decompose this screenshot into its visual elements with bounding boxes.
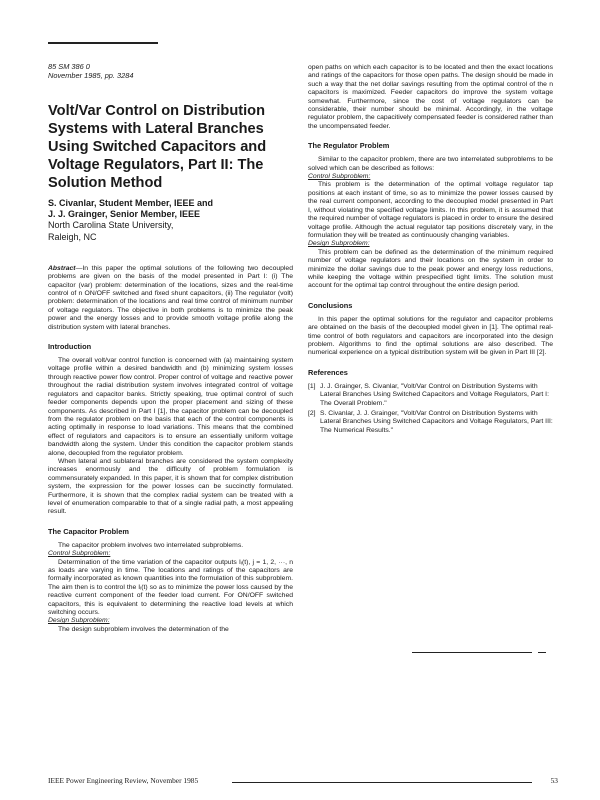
reference-text: J. J. Grainger, S. Civanlar, "Volt/Var Control on Distribution Systems with Lateral Branches Using Switched Capacitors and Voltage Regulators, Part I: The Overall Problem." — [320, 382, 549, 407]
capacitor-continuation: open paths on which each capacitor is to be located and then the exact locations and ratings of the capacitors for those open paths. The design should be made in such a way that the net dollar savings resulting from the optimal control of the n capacitors is maximized. Feeder capacitors do improve the system voltage somewhat. Furthermore, since the cost of voltage regulators can be considerable, their number should be minimal. Accordingly, in the voltage regulator problem, the capacitively compensated feeder is considered rather than the uncompensated feeder. — [308, 64, 553, 130]
regulator-control-subheading: Control Subproblem: — [308, 173, 371, 181]
conclusions-heading: Conclusions — [308, 300, 353, 310]
abstract-lead: Abstract — [48, 264, 76, 272]
references-list — [308, 383, 553, 435]
capacitor-control-subheading: Control Subproblem: — [48, 550, 111, 558]
regulator-paragraph-3: This problem can be defined as the determination of the minimum required number of voltage regulators and their locations on the system in order to minimize the dollar savings due to the peak power and energy loss reductions, while keeping the voltage within prespecified tight limits. The solution must account for the optimal tap control throughout the entire design period. — [308, 248, 553, 290]
affiliation: North Carolina State University, — [48, 220, 174, 231]
regulator-paragraph-2: This problem is the determination of the optimal voltage regulator tap positions at each instant of time, so as to minimize the power losses caused by the real current component, according to the decoupled model presented in Part I, without violating the specified voltage limits. In this problem, it is assumed that the required number of voltage regulators is placed in order to ensure the desired voltage profile. Although the actual regulator tap positions discretely vary, in the formulation they will be treated as continuously changing variables. — [308, 181, 553, 239]
top-rule — [48, 42, 158, 44]
author-line-1: S. Civanlar, Student Member, IEEE and — [48, 198, 214, 208]
paper-date-pages: November 1985, pp. 3284 — [48, 71, 134, 80]
footer-rule — [232, 782, 532, 783]
abstract — [48, 265, 293, 332]
conclusions-paragraph: In this paper the optimal solutions for the regulator and capacitor problems are obtained on the basis of the decoupled model given in [1]. The optimal real-time control of both regulators and capacitors are incorporated into the design problem. Algorithms to find the optimal solutions are also described. The numerical experience on a typical distribution system will be given in Part III [2]. — [308, 315, 553, 357]
left-column — [48, 62, 293, 634]
reference-item — [308, 383, 553, 408]
footer-page-number: 53 — [550, 776, 558, 785]
regulator-paragraph-1: Similar to the capacitor problem, there are two interrelated subproblems to be solved which can be described as follows: — [308, 156, 553, 172]
regulator-design-subheading: Design Subproblem: — [308, 240, 370, 248]
capacitor-paragraph-1: The capacitor problem involves two interrelated subproblems. — [58, 541, 244, 549]
paper-title: Volt/Var Control on Distribution Systems with Lateral Branches Using Switched Capacitors and Voltage Regulators, Part II: The Solution Method — [48, 103, 267, 191]
separator-rule-short — [538, 652, 546, 653]
reference-number: [1] — [308, 382, 316, 390]
capacitor-heading: The Capacitor Problem — [48, 526, 129, 536]
location: Raleigh, NC — [48, 231, 97, 242]
footer-journal: IEEE Power Engineering Review, November 1985 — [48, 776, 199, 785]
introduction-heading: Introduction — [48, 342, 92, 352]
capacitor-paragraph-2: Determination of the time variation of the capacitor outputs Iᵢ(t), j = 1, 2, ···, n as loads are varying in time. The locations and ratings of the capacitors are formally incorporated as known quantities into the formulation of this subproblem. The aim then is to control the Iᵢ(t) so as to minimize the power loss caused by the reactive current component of the feeder load current. For ON/OFF switched capacitors, this is equivalent to determining the reactive load levels at which switching occurs. — [48, 558, 293, 617]
right-column — [308, 64, 553, 437]
introduction-paragraph-2: When lateral and sublateral branches are considered the system complexity increases enormously and the difficulty of problem formulation is commensurately expanded. In this paper, it is shown that for complex distribution system, the expression for the power losses can be succinctly formulated. Furthermore, it is shown that the complex radial system can be treated with a level of enumeration comparable to that of a single radial path, a most appealing result. — [48, 457, 293, 516]
author-line-2: J. J. Grainger, Senior Member, IEEE — [48, 209, 201, 220]
regulator-heading: The Regulator Problem — [308, 141, 390, 151]
reference-item — [308, 410, 553, 435]
separator-rule — [412, 652, 532, 653]
capacitor-paragraph-3: The design subproblem involves the determination of the — [58, 625, 229, 633]
reference-number: [2] — [308, 410, 316, 417]
references-heading: References — [308, 367, 348, 377]
reference-text: S. Civanlar, J. J. Grainger, "Volt/Var Control on Distribution Systems with Lateral Branches Using Switched Capacitors and Voltage Regulators, Part III: The Numerical Results." — [320, 410, 553, 434]
introduction-paragraph-1: The overall volt/var control function is concerned with (a) maintaining system voltage profile within a desired bandwidth and (b) minimizing system losses through reactive power flow control. Proper control of voltage and reactive power throughout the radial distribution system involves integrated control of voltage regulators and capacitor banks. Strictly speaking, true optimal control of such feeder components depends upon the proper placement and sizing of these components. As described in Part I [1], the capacitor problem can be decoupled from the regulator problem on the basis that each of the control components is acting optimally in response to load variations. This means that the combined effect of regulators and capacitors is to ensure an essentially uniform voltage bandwidth along the system. Under this condition the capacitor problem stands alone, decoupled from the regulator problem. — [48, 357, 293, 457]
paper-id: 85 SM 386 0 — [48, 62, 90, 71]
abstract-text: —In this paper the optimal solutions of the following two decoupled problems are given on the basis of the model presented in Part I: (i) The capacitor (var) problem: determination of the locations, sizes and the real-time control of n ON/OFF switched and fixed shunt capacitors, (ii) The regulator (volt) problem: determination of the locations and real time control of minimum number of voltage regulators. The objective in both problems is to minimize the peak power and the energy losses and to provide smooth voltage profile along the distribution system with lateral branches. — [48, 264, 293, 331]
capacitor-design-subheading: Design Subproblem: — [48, 617, 110, 625]
